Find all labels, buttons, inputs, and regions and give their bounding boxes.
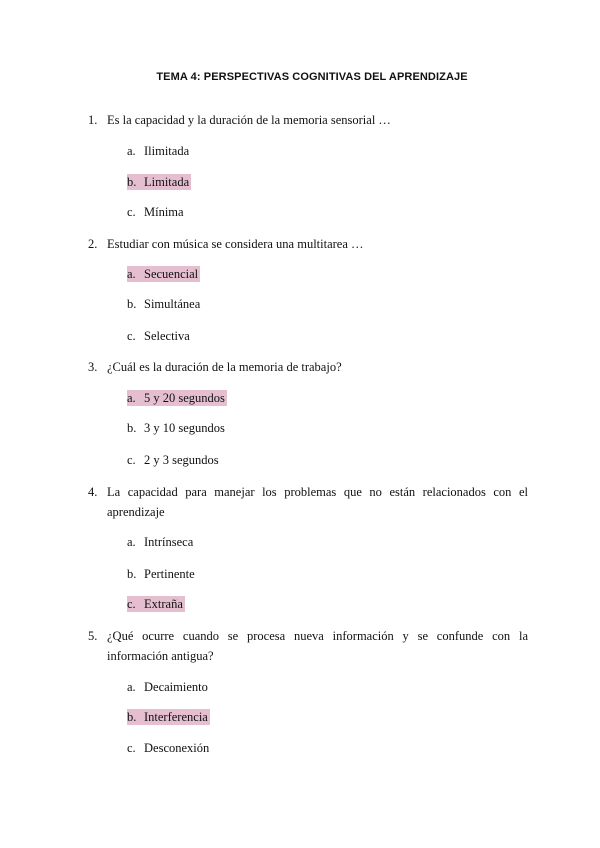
option-letter: a. xyxy=(127,535,136,549)
option-letter: c. xyxy=(127,453,136,467)
option-text: Interferencia xyxy=(144,710,208,724)
option-text: Pertinente xyxy=(144,567,195,581)
option-letter: b. xyxy=(127,710,137,724)
question-text: Es la capacidad y la duración de la memoria sensorial … xyxy=(107,113,391,127)
option-4c xyxy=(127,596,185,612)
option-letter: b. xyxy=(127,421,137,435)
option-letter: a. xyxy=(127,267,136,281)
option-text: Simultánea xyxy=(144,297,201,311)
option-letter: c. xyxy=(127,597,136,611)
option-text: Limitada xyxy=(144,175,190,189)
option-text: 2 y 3 segundos xyxy=(144,453,219,467)
question-number: 2. xyxy=(88,237,98,251)
option-letter: b. xyxy=(127,567,137,581)
question-number: 5. xyxy=(88,629,98,643)
option-letter: c. xyxy=(127,329,136,343)
option-letter: a. xyxy=(127,391,136,405)
option-text: Desconexión xyxy=(144,741,210,755)
option-letter: c. xyxy=(127,741,136,755)
option-letter: c. xyxy=(127,205,136,219)
option-text: Extraña xyxy=(144,597,183,611)
option-1c xyxy=(127,204,184,220)
question-text: La capacidad para manejar los problemas que no están relacionados con el aprendizaje xyxy=(107,485,528,519)
question-number: 3. xyxy=(88,360,98,374)
option-text: Mínima xyxy=(144,205,184,219)
option-5a xyxy=(127,679,208,695)
question-number: 4. xyxy=(88,485,98,499)
option-letter: a. xyxy=(127,680,136,694)
option-2b xyxy=(127,296,200,312)
question-3 xyxy=(88,357,528,377)
option-2a xyxy=(127,266,200,282)
option-1a xyxy=(127,143,189,159)
option-5b xyxy=(127,709,210,725)
question-4 xyxy=(88,482,528,522)
option-text: Selectiva xyxy=(144,329,190,343)
option-1b xyxy=(127,174,191,190)
option-4a xyxy=(127,534,193,550)
option-letter: b. xyxy=(127,175,137,189)
option-3c xyxy=(127,452,219,468)
option-text: Secuencial xyxy=(144,267,199,281)
page-title: TEMA 4: PERSPECTIVAS COGNITIVAS DEL APRENDIZAJE xyxy=(156,71,468,83)
option-text: Ilimitada xyxy=(144,144,190,158)
question-text: Estudiar con música se considera una multitarea … xyxy=(107,237,364,251)
option-2c xyxy=(127,328,190,344)
option-5c xyxy=(127,740,209,756)
option-text: 5 y 20 segundos xyxy=(144,391,225,405)
question-2 xyxy=(88,234,528,254)
option-letter: b. xyxy=(127,297,137,311)
option-text: 3 y 10 segundos xyxy=(144,421,225,435)
option-text: Decaimiento xyxy=(144,680,208,694)
question-1 xyxy=(88,110,528,130)
option-letter: a. xyxy=(127,144,136,158)
question-5 xyxy=(88,626,528,666)
question-text: ¿Qué ocurre cuando se procesa nueva información y se confunde con la información antigua? xyxy=(107,629,528,663)
option-3a xyxy=(127,390,227,406)
question-text: ¿Cuál es la duración de la memoria de trabajo? xyxy=(107,360,342,374)
option-3b xyxy=(127,420,225,436)
option-4b xyxy=(127,566,195,582)
question-number: 1. xyxy=(88,113,98,127)
option-text: Intrínseca xyxy=(144,535,194,549)
